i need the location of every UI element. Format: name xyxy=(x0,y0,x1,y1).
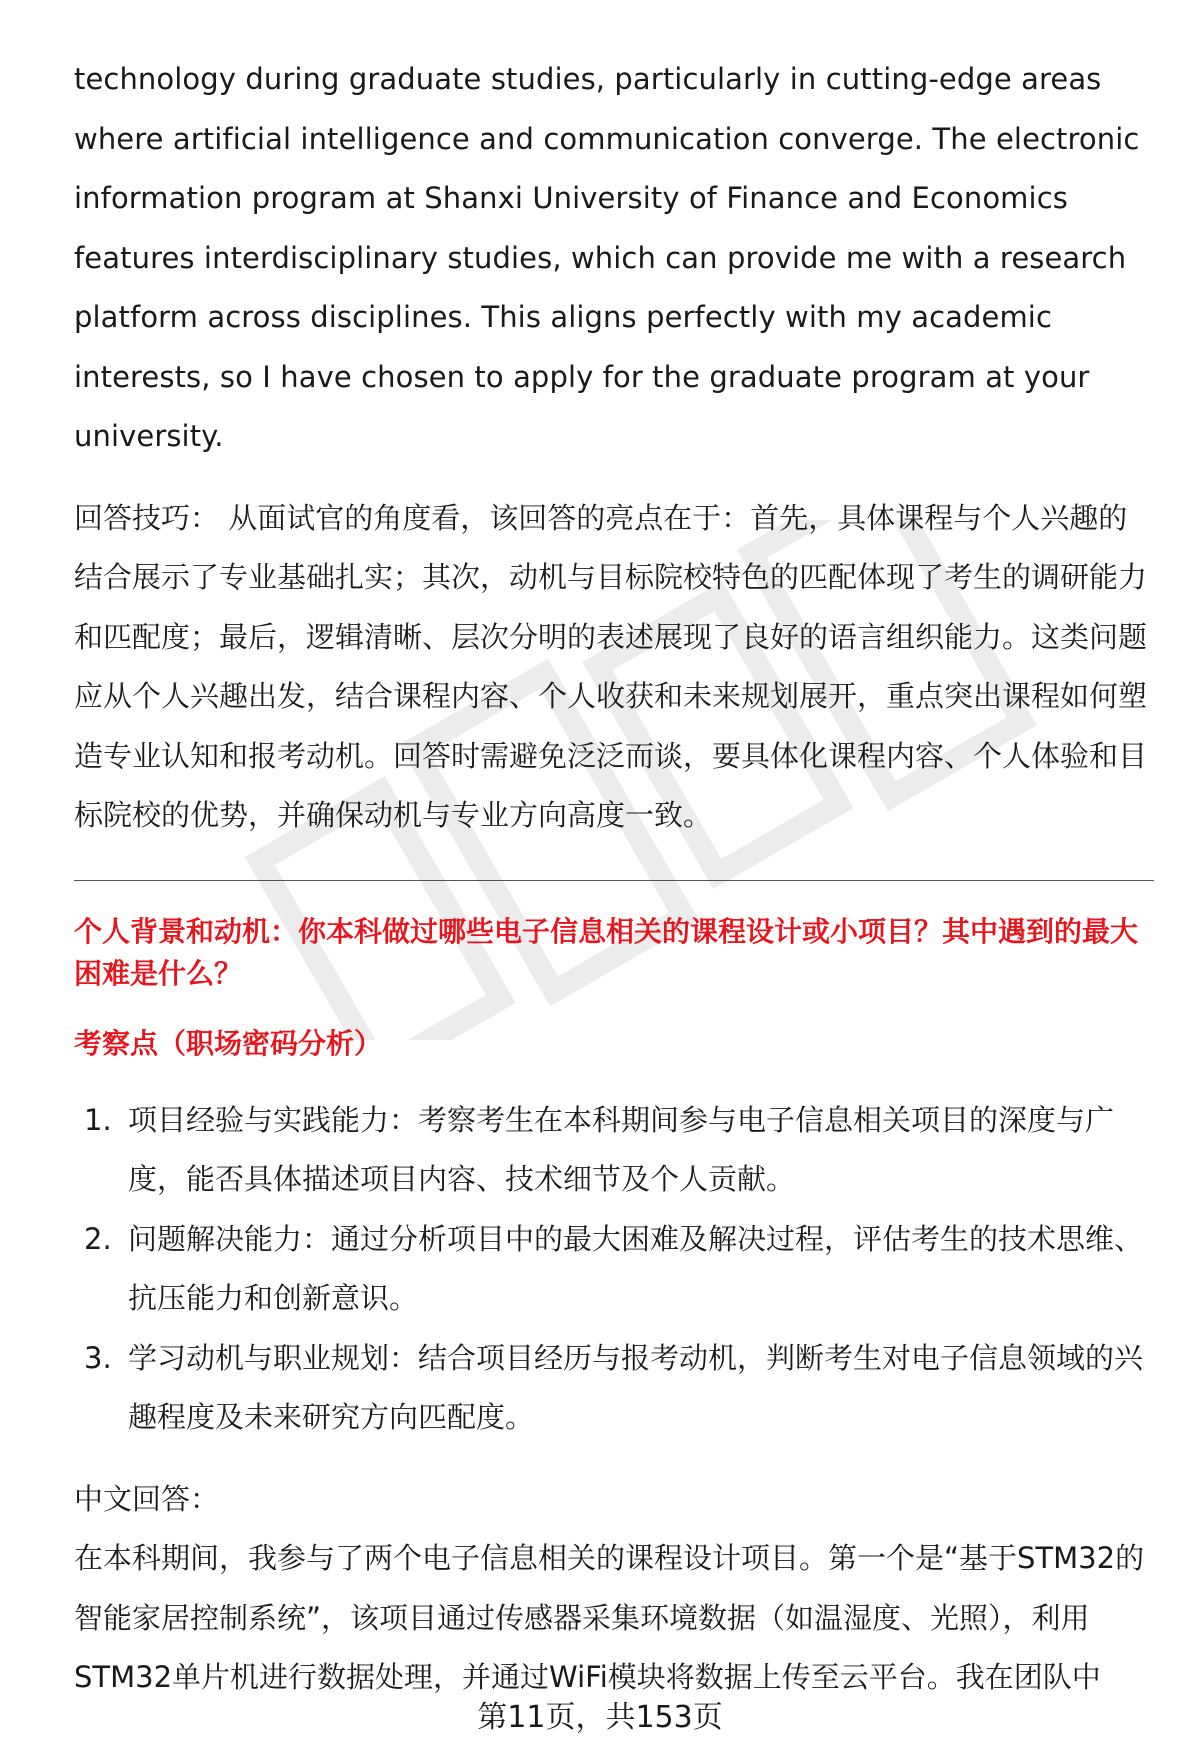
list-item xyxy=(74,1210,1154,1329)
assessment-heading: 考察点（职场密码分析） xyxy=(74,1026,383,1060)
list-item-number: 2. xyxy=(84,1221,112,1256)
chinese-answer-label: 中文回答： xyxy=(74,1481,220,1516)
chinese-answer-text: 在本科期间，我参与了两个电子信息相关的课程设计项目。第一个是“基于STM32的智能家居控制系统”，该项目通过传感器采集环境数据（如温湿度、光照），利用STM32单片机进行数据处理，并通过WiFi模块将数据上传至云平台。我在团队中 xyxy=(74,1541,1145,1694)
question-heading: 个人背景和动机：你本科做过哪些电子信息相关的课程设计或小项目？其中遇到的最大困难是什么？ xyxy=(74,914,1139,990)
english-answer-paragraph: technology during graduate studies, particularly in cutting-edge areas where artificial intelligence and communication converge. The electronic information program at Shanxi University of Finance and Economics features interdisciplinary studies, which can provide me with a research platform across disciplines. This aligns perfectly with my academic interests, so I have chosen to apply for the graduate program at your university. xyxy=(74,62,1140,453)
answer-tips-label: 回答技巧： xyxy=(74,500,220,535)
answer-tips xyxy=(74,489,1154,846)
list-item-text: 学习动机与职业规划：结合项目经历与报考动机，判断考生对电子信息领域的兴趣程度及未来研究方向匹配度。 xyxy=(128,1340,1144,1434)
assessment-points-list xyxy=(74,1091,1154,1448)
list-item-text: 问题解决能力：通过分析项目中的最大困难及解决过程，评估考生的技术思维、抗压能力和创新意识。 xyxy=(128,1221,1144,1315)
answer-tips-text: 从面试官的角度看，该回答的亮点在于：首先，具体课程与个人兴趣的结合展示了专业基础扎实；其次，动机与目标院校特色的匹配体现了考生的调研能力和匹配度；最后，逻辑清晰、层次分明的表述展现了良好的语言组织能力。这类问题应从个人兴趣出发，结合课程内容、个人收获和未来规划展开，重点突出课程如何塑造专业认知和报考动机。回答时需避免泛泛而谈，要具体化课程内容、个人体验和目标院校的优势，并确保动机与专业方向高度一致。 xyxy=(74,500,1148,832)
list-item xyxy=(74,1091,1154,1210)
list-item-number: 1. xyxy=(84,1102,112,1137)
list-item-number: 3. xyxy=(84,1340,112,1375)
list-item xyxy=(74,1329,1154,1448)
document-page xyxy=(74,50,1154,1708)
list-item-text: 项目经验与实践能力：考察考生在本科期间参与电子信息相关项目的深度与广度，能否具体描述项目内容、技术细节及个人贡献。 xyxy=(128,1102,1115,1196)
section-divider xyxy=(74,880,1154,881)
page-number-footer: 第11页，共153页 xyxy=(477,1700,723,1735)
